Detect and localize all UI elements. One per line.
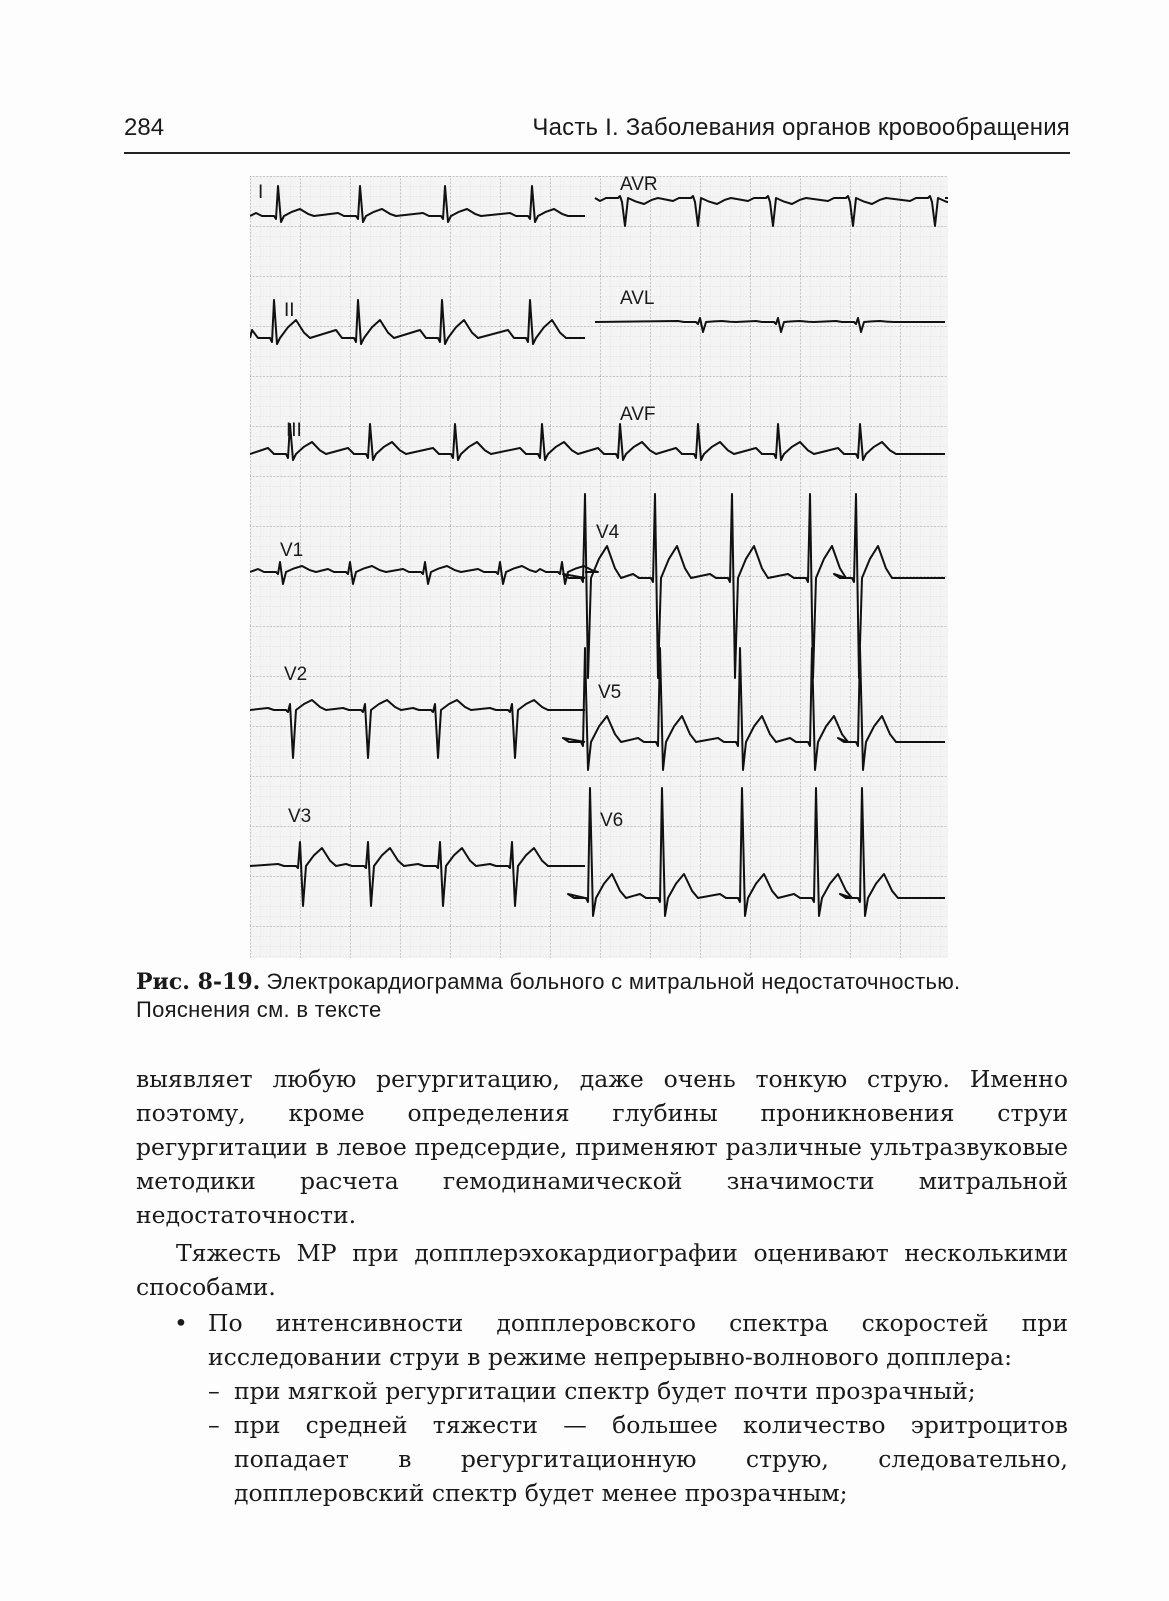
list-item	[136, 1306, 1068, 1510]
running-title: Часть I. Заболевания органов кровообращения	[532, 114, 1070, 141]
lead-label-i: I	[258, 182, 264, 203]
lead-label-avr: AVR	[620, 176, 658, 195]
lead-label-v3: V3	[288, 806, 312, 827]
paragraph-2: Тяжесть МР при допплерэхокардиографии оценивают несколькими способами.	[136, 1239, 1068, 1301]
ecg-figure	[250, 176, 948, 958]
ecg-chart	[250, 176, 948, 958]
caption-label: Рис. 8-19.	[136, 969, 261, 995]
bullet-text: По интенсивности допплеровского спектра скоростей при исследовании струи в режиме непрерывно-волнового допплера:	[208, 1309, 1068, 1371]
lead-label-iii: III	[286, 420, 302, 441]
running-header	[124, 110, 1070, 154]
caption-text: Электрокардиограмма больного с митральной недостаточностью. Пояснения см. в тексте	[136, 969, 961, 1022]
dash-mark: –	[208, 1377, 220, 1405]
lead-label-v4: V4	[596, 522, 620, 543]
dash-text: при мягкой регургитации спектр будет почти прозрачный;	[234, 1377, 976, 1405]
list-item	[208, 1374, 1068, 1408]
lead-label-v5: V5	[598, 682, 622, 703]
lead-label-ii: II	[284, 300, 295, 321]
ecg-grid	[250, 176, 948, 958]
list-item	[208, 1408, 1068, 1510]
paragraph-1: выявляет любую регургитацию, даже очень тонкую струю. Именно поэтому, кроме определения глубины проникновения струи регургитации в левое предсердие, применяют различные ультразвуковые методики расчета гемодинамической значимости митральной недостаточности.	[136, 1065, 1068, 1229]
bullet-mark: •	[174, 1309, 188, 1337]
lead-label-avf: AVF	[620, 404, 656, 425]
bullet-list	[136, 1306, 1068, 1510]
page-number: 284	[124, 114, 165, 141]
body-text	[136, 1062, 1068, 1510]
lead-label-v2: V2	[284, 664, 308, 685]
dash-mark: –	[208, 1411, 220, 1439]
dash-text: при средней тяжести — большее количество эритроцитов попадает в регургитационную струю, следовательно, допплеровский спектр будет менее прозрачным;	[234, 1411, 1068, 1507]
figure-caption	[136, 968, 1068, 1024]
lead-label-v1: V1	[280, 540, 304, 561]
lead-label-avl: AVL	[620, 288, 655, 309]
dash-list	[208, 1374, 1068, 1510]
lead-label-v6: V6	[600, 810, 624, 831]
